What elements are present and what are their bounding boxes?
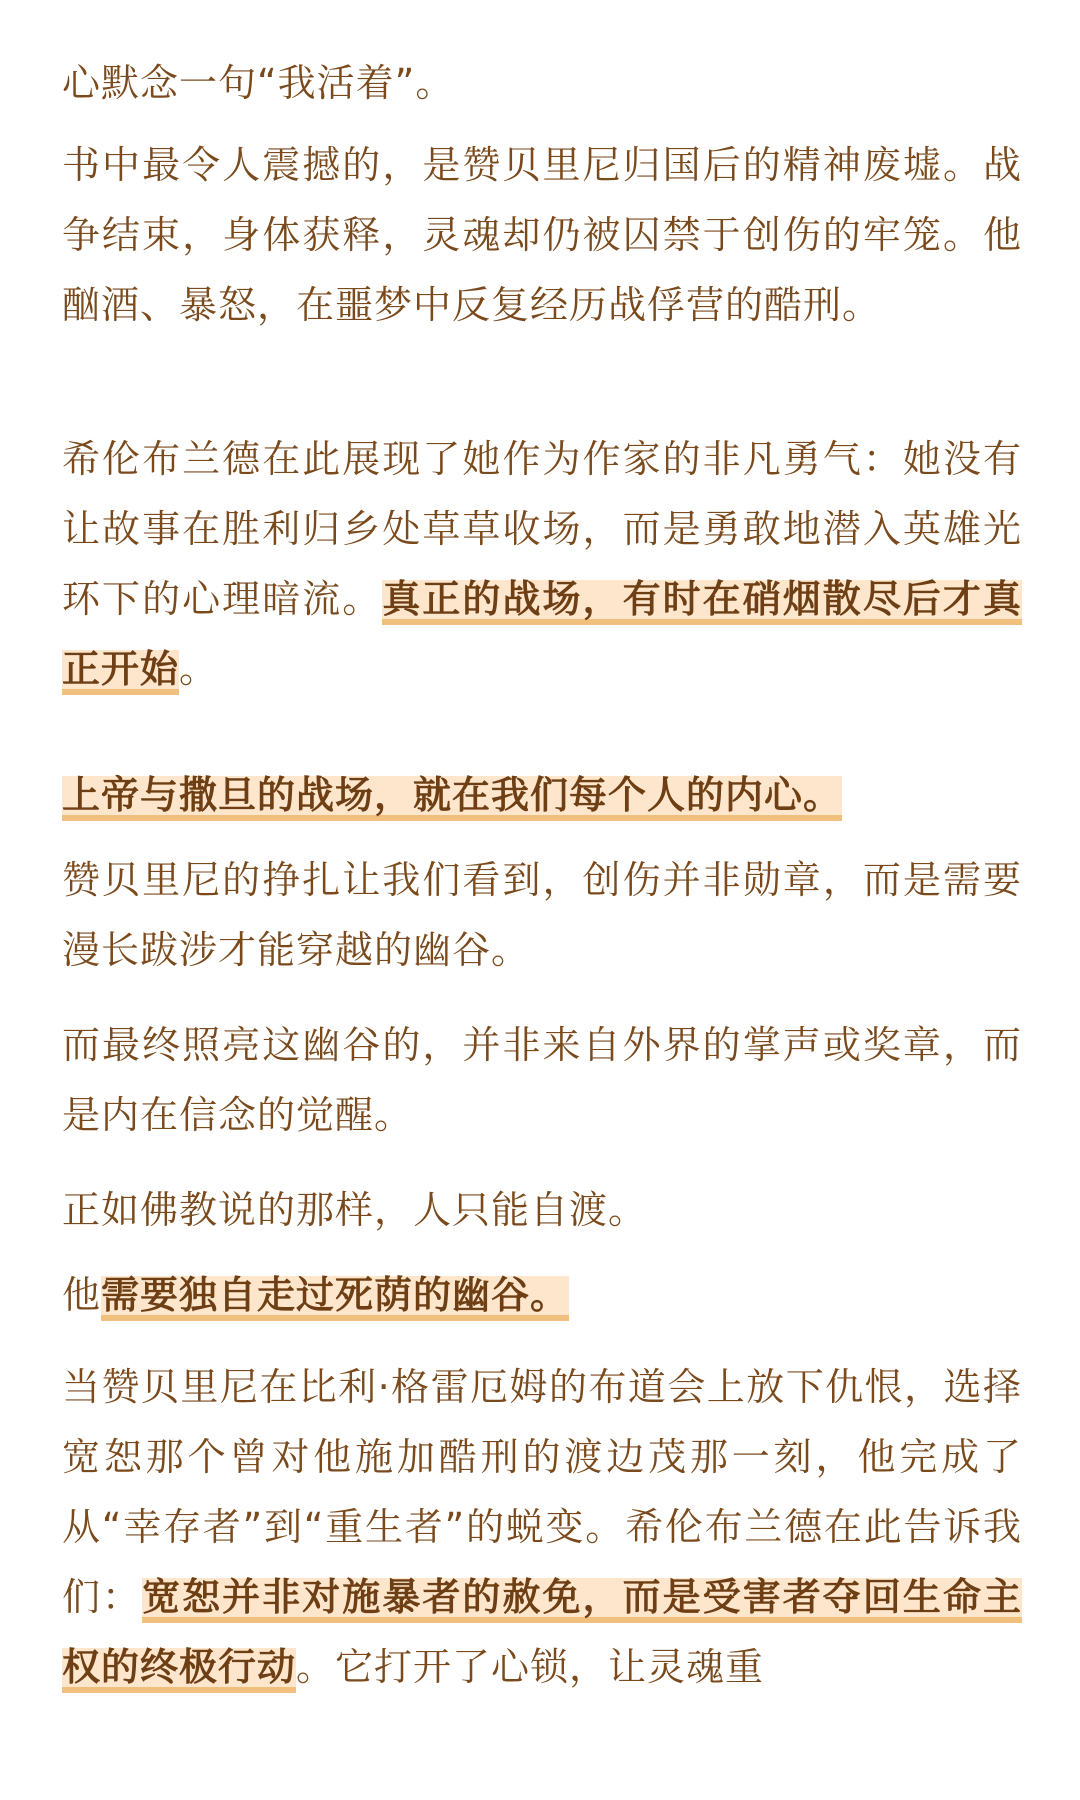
paragraph-5-text: 赞贝里尼的挣扎让我们看到，创伤并非勋章，而是需要漫长跋涉才能穿越的幽谷。: [62, 858, 1022, 972]
paragraph-4: [62, 760, 1022, 830]
paragraph-1: [62, 48, 1022, 118]
paragraph-3: [62, 424, 1022, 704]
paragraph-2-text: 书中最令人震撼的，是赞贝里尼归国后的精神废墟。战争结束，身体获释，灵魂却仍被囚禁于创伤的牢笼。他酗酒、暴怒，在噩梦中反复经历战俘营的酷刑。: [62, 143, 1022, 327]
paragraph-9-end: 。它打开了心锁，让灵魂重: [296, 1645, 765, 1689]
paragraph-7: [62, 1175, 1022, 1245]
paragraph-5: [62, 845, 1022, 985]
paragraph-3-end: 。: [179, 647, 219, 691]
paragraph-8: [62, 1260, 1022, 1330]
paragraph-6-text: 而最终照亮这幽谷的，并非来自外界的掌声或奖章，而是内在信念的觉醒。: [62, 1023, 1022, 1137]
paragraph-7-text: 正如佛教说的那样，人只能自渡。: [62, 1188, 648, 1232]
paragraph-1-text: 心默念一句“我活着”。: [62, 61, 455, 105]
paragraph-9-text: 当赞贝里尼在比利·格雷厄姆的布道会上放下仇恨，选择宽恕那个曾对他施加酷刑的渡边茂那一刻，他完成了从“幸存者”到“重生者”的蜕变。希伦布兰德在此告诉我们：: [62, 1365, 1022, 1619]
paragraph-3-highlight: 真正的战场，有时在硝烟散尽后才真正开始: [62, 575, 1022, 695]
paragraph-3-text: 希伦布兰德在此展现了她作为作家的非凡勇气：她没有让故事在胜利归乡处草草收场，而是勇敢地潜入英雄光环下的心理暗流。: [62, 437, 1022, 621]
paragraph-9-highlight: 宽恕并非对施暴者的赦免，而是受害者夺回生命主权的终极行动: [62, 1573, 1022, 1693]
paragraph-8-highlight: 需要独自走过死荫的幽谷。: [101, 1271, 569, 1321]
paragraph-8-text: 他: [62, 1273, 102, 1317]
paragraph-9: [62, 1352, 1022, 1702]
paragraph-4-highlight: 上帝与撒旦的战场，就在我们每个人的内心。: [62, 771, 842, 821]
paragraph-6: [62, 1010, 1022, 1150]
paragraph-2: [62, 130, 1022, 340]
